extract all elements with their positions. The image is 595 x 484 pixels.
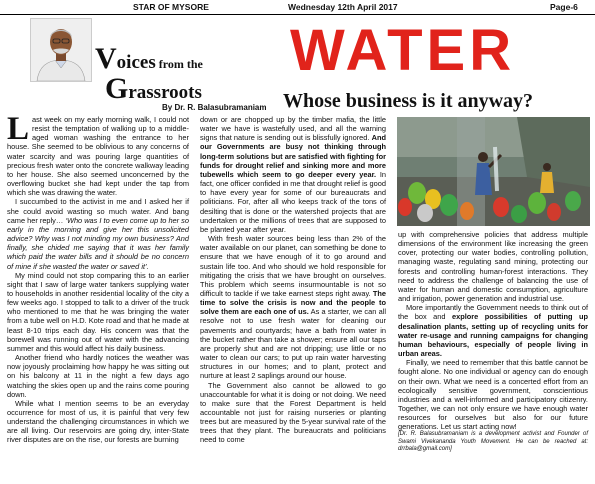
drop-cap: L	[7, 111, 30, 147]
column-title	[95, 44, 203, 104]
paragraph: I succumbed to the activist in me and I asked her if she could avoid wasting so much water. And bang came her reply… ‘Who was I to even come up to her so early in the morning and give her this unsolicited advice? Why was I not minding my own business? And finally, she chided me saying that it was her family which paid the water bills and it should be no concern of mine if she wasted the water or saved it’.	[7, 197, 189, 271]
paragraph: Finally, we need to remember that this battle cannot be fought alone. No one individual or agency can do enough on their own. What we need is a concerted effort from an ecologically sensitive government, conscientious industries and a well-informed and participatory citizenry. Together, we can not only ensure we have enough water resources for ourselves but also for our future generations. Let us start acting now!	[398, 358, 588, 432]
page-number: Page-6	[550, 2, 578, 12]
author-photo	[30, 18, 92, 82]
paragraph: Last week on my early morning walk, I could not resist the temptation of walking up to a middle-aged woman washing the entrance to her house. She seemed to be oblivious to any concerns of water scarcity and was pouring large quantities of precious fresh water onto the concrete walkway leading to her house. She also seemed unconcerned by the overflowing bucket she had kept under the tap from which she was drawing the water.	[7, 111, 189, 198]
paper-name: STAR OF MYSORE	[133, 2, 209, 12]
headline: WATER	[290, 18, 516, 83]
title-rassroots: rassroots	[128, 82, 202, 103]
title-letter-v: V	[95, 42, 117, 75]
paragraph: Another friend who hardly notices the weather was now joyously proclaiming how happy he was sitting out on his balcony at 11 in the night a few days ago watching the skies open up and the rains come pouring down.	[7, 353, 189, 399]
title-letter-g: G	[105, 72, 129, 105]
paragraph: My mind could not stop comparing this to an earlier sight that I saw of large water tankers supplying water to households in another residential locality of the city a few weeks ago. I stopped to talk to a driver of the truck who mentioned to me that he was bringing the water from a tube well on H.D. Kote road and that he made at least 8-10 trips each day. His concern was that the borewell was running out of water with the advancing summer and this would affect his daily business.	[7, 270, 189, 353]
article-column-2	[200, 115, 386, 445]
masthead	[0, 0, 595, 15]
paragraph: With fresh water sources being less than 2% of the water available on our planet, can something be done to ensure that we have enough of it to go around and sustain life too. And who should we hold responsible for mitigating the crisis that we have brought on ourselves. This problem which seems insurmountable is not so difficult to tackle if we take earnest steps right away. The time to solve the crisis is now and the people to solve them are each one of us. As a starter, we can all resolve not to use fresh water for cleaning our pavements and courtyards; have a bath from water in the bucket rather than take a shower; ensure all our taps are properly shut and are not dripping; use little or no water to clean our cars; to put up rain water harvesting structures in our homes; and to plant, protect and nurture at least 2 saplings around our house.	[200, 234, 386, 381]
paragraph: down or are chopped up by the timber mafia, the little water we have is wastefully used, and all the warning signs that nature is sending out is blissfully ignored. And our Governments are busy not thinking through long-term solutions but are satisfied with fighting for funds for drought relief and sinking more and more tubewells which seem to go deeper every year. In fact, one officer confided in me that drought relief is good to have every year for some of our bureaucrats and politicians. For, after all who keeps track of the tons of desilting that is done or the watershed projects that are undertaken or the millions of trees that are supposed to be planted year after year.	[200, 115, 386, 234]
subheadline: Whose business is it anyway?	[283, 90, 534, 112]
article-photo	[397, 117, 590, 226]
author-note: [Dr. R. Balasubramaniam is a development activist and Founder of Swami Vivekananda Youth Movement. He can be reached at: drrbala@gmail.com]	[398, 431, 588, 452]
title-from-the: from the	[158, 57, 203, 71]
article-column-3	[398, 230, 588, 453]
paragraph: More importantly the Government needs to think out of the box and explore possibilities of putting up desalination plants, setting up of recycling units for water re-usage and running campaigns for changing human behaviours, especially of people living in urban areas.	[398, 303, 588, 359]
byline: By Dr. R. Balasubramaniam	[162, 103, 267, 112]
paragraph: up with comprehensive policies that address multiple dimensions of the environment like increasing the green cover, protecting our water bodies, controlling pollution, managing waste, regulating sand mining, protecting our forests and controlling human-forest interactions. They need to address the challenge of balancing the use of water for human and domestic consumption, agriculture and irrigation, power generation and industrial use.	[398, 230, 588, 304]
paragraph: While what I mention seems to be an everyday occurrence for most of us, it is painful that very few understand the challenging circumstances in which we are all living. Our reservoirs are going dry, inter-State river disputes are on the rise, our forests are burning	[7, 398, 189, 445]
article-column-1	[7, 111, 189, 445]
title-oices: oices	[116, 52, 156, 73]
issue-date: Wednesday 12th April 2017	[288, 2, 398, 12]
paragraph: The Government also cannot be allowed to go unaccountable for what it is doing or not doing. We need to make sure that the Forest Department is held accountable not just for raising nurseries or planting trees but are measured by the 5-year survival rate of the trees that they plant. The bureaucrats and politicians need to come	[200, 380, 386, 445]
